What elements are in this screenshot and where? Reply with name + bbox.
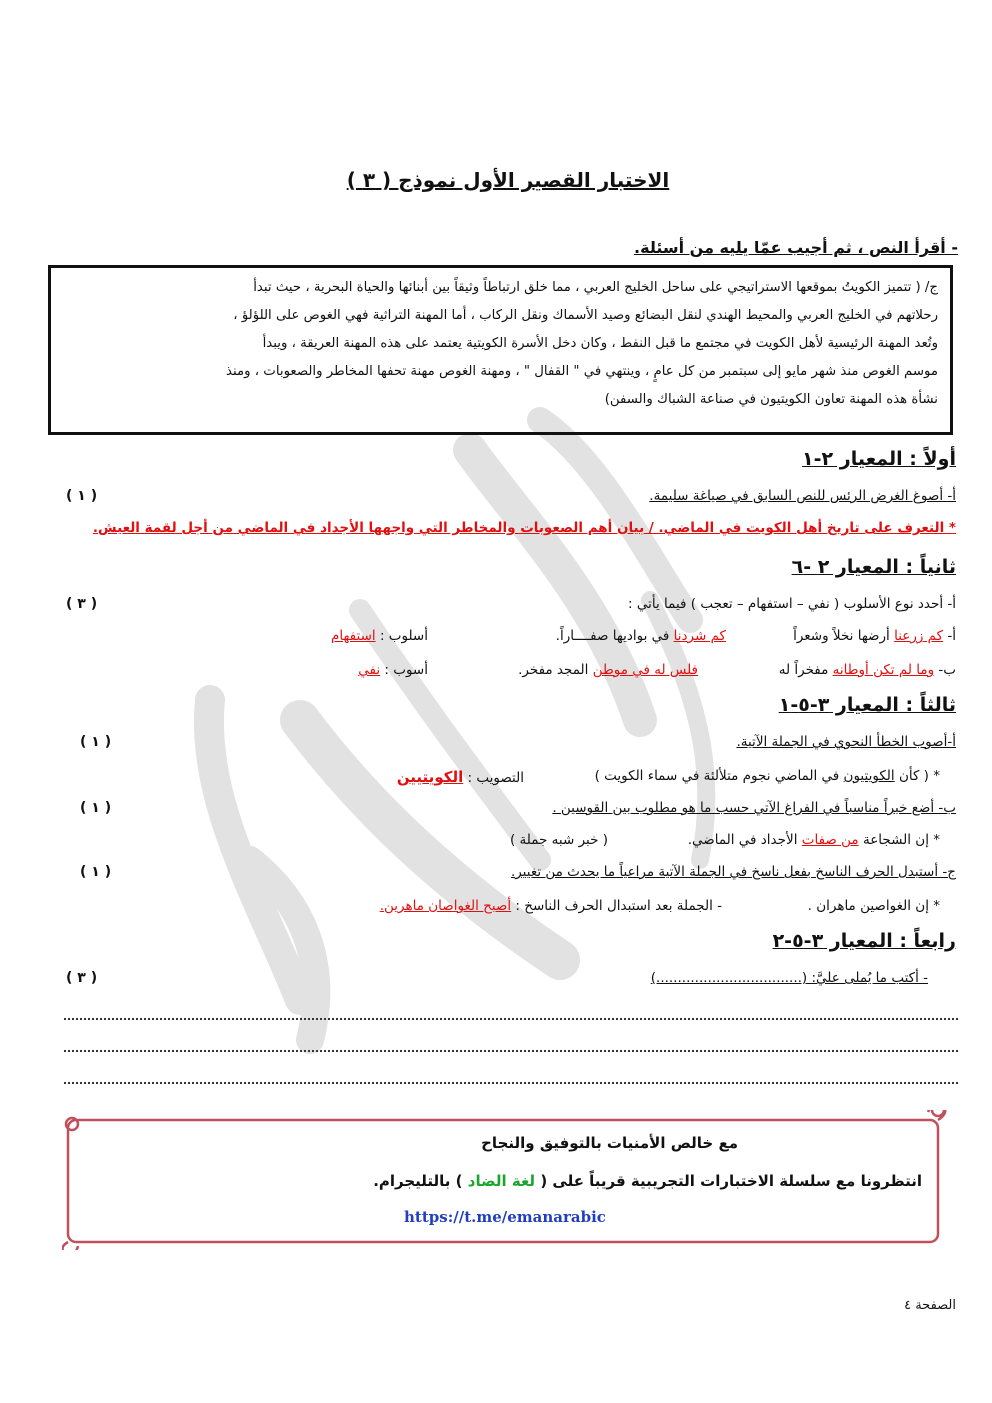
- question-3c: ج- أستبدل الحرف الناسخ بفعل ناسخ في الجملة الآتية مراعياً ما يحدث من تغيير.: [510, 864, 956, 880]
- dictation-line: [64, 1050, 958, 1052]
- sentence-3c: * إن الغواصين ماهران .: [807, 898, 940, 914]
- passage-line: نشأة هذه المهنة تعاون الكويتيون في صناعة الشباك والسفن): [604, 392, 938, 407]
- item-2b: [779, 662, 956, 678]
- item-2b-highlight-2: فلس له في موطن: [592, 662, 698, 678]
- footer-announcement-pre: انتظرونا مع سلسلة الاختبارات التجريبية قريباً على (: [540, 1172, 922, 1190]
- answer-3c-label: - الجملة بعد استبدال الحرف الناسخ :: [515, 898, 722, 914]
- sentence-3a-post: في الماضي نجوم متلألئة في سماء الكويت ): [594, 768, 840, 784]
- answer-3c-value: أصبح الغواصان ماهرين.: [379, 898, 512, 914]
- item-2b-text-2: المجد مفخر.: [518, 662, 589, 678]
- item-2a-answer-value: استفهام: [330, 628, 376, 644]
- question-3a: أ-أصوب الخطأ النحوي في الجملة الآتية.: [736, 734, 956, 750]
- item-2a-text-2: في بواديها صفــــاراً.: [555, 628, 670, 644]
- score-1a: ( ١ ): [66, 488, 98, 504]
- correction-3a-label: التصويب :: [467, 770, 524, 786]
- telegram-link[interactable]: https://t.me/emanarabic: [404, 1208, 606, 1226]
- section-3-heading: ثالثاً : المعيار ٣-٥-١: [778, 694, 956, 716]
- item-2a-highlight-2: كم شردنا: [673, 628, 726, 644]
- sentence-3b-answer: من صفات: [801, 832, 859, 848]
- item-2b-prefix: ب-: [938, 662, 956, 678]
- dictation-line: [64, 1082, 958, 1084]
- footer-wishes: مع خالص الأمنيات بالتوفيق والنجاح: [481, 1134, 738, 1152]
- page-number: الصفحة ٤: [904, 1298, 956, 1313]
- question-4: - أكتب ما يُملى عليَّ: (..................................): [650, 970, 928, 986]
- score-4: ( ٣ ): [66, 970, 98, 986]
- sentence-3b-pre: * إن الشجاعة: [862, 832, 940, 848]
- page-title: الاختبار القصير الأول نموذج ( ٣ ): [346, 168, 670, 192]
- sentence-3b: [688, 832, 940, 848]
- score-3c: ( ١ ): [80, 864, 112, 880]
- dictation-line: [64, 1018, 958, 1020]
- section-4-heading: رابعاً : المعيار ٣-٥-٢: [772, 930, 956, 952]
- item-2a-second: [556, 628, 726, 644]
- item-2b-second: [518, 662, 698, 678]
- sentence-3a-word: الكويتيون: [843, 768, 895, 784]
- score-2: ( ٣ ): [66, 596, 98, 612]
- sentence-3a: [595, 768, 940, 784]
- item-2a-text-1: أرضها نخلاً وشعراً: [793, 628, 890, 644]
- section-1-heading: أولاً : المعيار ٢-١: [802, 448, 956, 470]
- item-2b-answer-value: نفي: [358, 662, 381, 678]
- hint-3b: ( خبر شبه جملة ): [509, 832, 608, 848]
- correction-3a-value: الكويتيين: [396, 768, 464, 786]
- item-2a: [793, 628, 956, 644]
- question-2: أ- أحدد نوع الأسلوب ( نفي – استفهام – تعجب ) فيما يأتي :: [628, 596, 956, 612]
- passage-line: وتُعد المهنة الرئيسية لأهل الكويت في مجتمع ما قبل النفط ، وكان دخل الأسرة الكويتية يعتمد على هذه المهنة العريقة ، ويبدأ: [262, 336, 938, 351]
- item-2a-highlight-1: كم زرعنا: [894, 628, 944, 644]
- sentence-3b-post: الأجداد في الماضي.: [687, 832, 798, 848]
- item-2b-text-1: مفخراً له: [778, 662, 829, 678]
- sentence-3a-pre: * ( كأن: [898, 768, 940, 784]
- section-2-heading: ثانياً : المعيار ٢ -٦: [791, 556, 956, 578]
- item-2a-prefix: أ-: [947, 628, 956, 644]
- question-3b: ب- أضع خبراً مناسباً في الفراغ الآتي حسب ما هو مطلوب بين القوسين .: [552, 800, 956, 816]
- footer-channel-name: لغة الضاد: [467, 1172, 536, 1190]
- item-2b-answer: [358, 662, 428, 678]
- instruction: - أقرأ النص ، ثم أجيب عمّا يليه من أسئلة.: [634, 238, 958, 257]
- passage-line: موسم الغوص منذ شهر مايو إلى سبتمبر من كل عامٍ ، وينتهي في " القفال " ، ومهنة الغوص مهنة تحفها المخاطر والصعوبات ، ومنذ: [226, 364, 938, 379]
- score-3b: ( ١ ): [80, 800, 112, 816]
- reading-passage: [48, 265, 953, 435]
- score-3a: ( ١ ): [80, 734, 112, 750]
- item-2a-label: أسلوب :: [379, 628, 428, 644]
- answer-1a: * التعرف على تاريخ أهل الكويت في الماضي. / بيان أهم الصعوبات والمخاطر التي واجهها الأجداد في الماضي من أجل لقمة العيش.: [92, 520, 956, 536]
- correction-3a: [397, 768, 524, 786]
- item-2a-answer: [331, 628, 428, 644]
- footer-announcement: [373, 1172, 922, 1190]
- passage-line: رحلاتهم في الخليج العربي والمحيط الهندي لنقل البضائع وصيد الأسماك ونقل الركاب ، أما المهنة التراثية فهي الغوص على اللؤلؤ ،: [233, 308, 938, 323]
- answer-3c: [380, 898, 722, 914]
- question-1a: أ- أصوغ الغرض الرئس للنص السابق في صياغة سليمة.: [649, 488, 956, 504]
- item-2b-label: أسوب :: [384, 662, 428, 678]
- passage-line: ج/ ( تتميز الكويتُ بموقعها الاستراتيجي على ساحل الخليج العربي ، مما خلق ارتباطاً وثيقاً بين أبنائها والحياة البحرية ، حيث تبدأ: [253, 280, 938, 295]
- footer-announcement-post: ) بالتليجرام.: [373, 1172, 463, 1190]
- item-2b-highlight-1: وما لم تكن أوطانه: [832, 662, 935, 678]
